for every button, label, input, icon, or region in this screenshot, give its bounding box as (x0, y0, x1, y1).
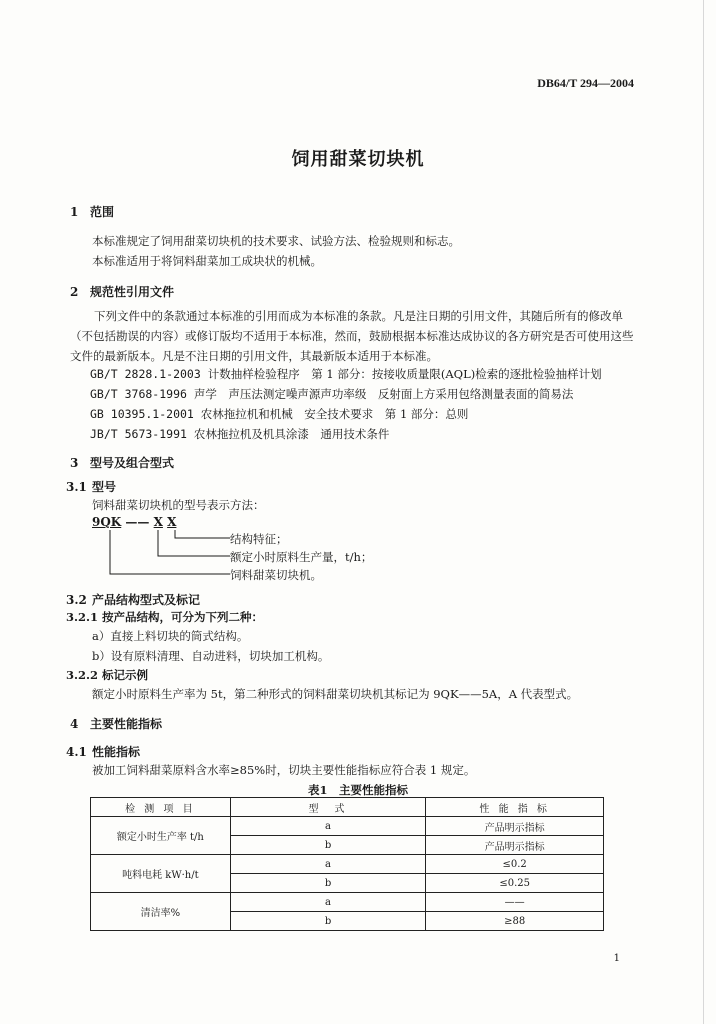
table-row (91, 893, 604, 912)
table-row (91, 855, 604, 874)
section-1-heading: 1 范围 (70, 205, 115, 219)
table-value-cell: ≥88 (426, 912, 604, 931)
section-2-heading: 2 规范性引用文件 (70, 285, 175, 299)
table-type-cell: b (230, 836, 426, 855)
table-type-cell: b (230, 912, 426, 931)
reference-item: JB/T 5673-1991 农林拖拉机及机具涂漆 通用技术条件 (90, 427, 390, 441)
model-note-structure: 结构特征； (230, 532, 288, 546)
reference-item: GB/T 3768-1996 声学 声压法测定噪声源声功率级 反射面上方采用包络测量表面的简易法 (90, 387, 574, 401)
page-number: 1 (613, 953, 620, 964)
model-note-machine: 饲料甜菜切块机。 (230, 568, 322, 582)
reference-item: GB/T 2828.1-2003 计数抽样检验程序 第 1 部分：按接收质量限(AQL)检索的逐批检验抽样计划 (90, 367, 602, 381)
table-value-cell: ≤0.25 (426, 874, 604, 893)
section-3-1-heading: 3.1 型号 (66, 480, 117, 494)
table-item-cell: 额定小时生产率 t/h (91, 817, 231, 855)
reference-item: GB 10395.1-2001 农林拖拉机和机械 安全技术要求 第 1 部分：总则 (90, 407, 469, 421)
section-1-para-2: 本标准适用于将饲料甜菜加工成块状的机械。 (92, 254, 322, 268)
table-value-cell: 产品明示指标 (426, 817, 604, 836)
section-3-2-1-item-b: b）设有原料清理、自动进料，切块加工机构。 (92, 649, 330, 663)
table-item-cell: 吨料电耗 kW·h/t (91, 855, 231, 893)
table-type-cell: a (230, 817, 426, 836)
section-3-1-intro: 饲料甜菜切块机的型号表示方法： (92, 498, 265, 512)
section-1-para-1: 本标准规定了饲用甜菜切块机的技术要求、试验方法、检验规则和标志。 (92, 234, 460, 248)
section-3-2-heading: 3.2 产品结构型式及标记 (66, 593, 201, 607)
section-3-2-1-heading: 3.2.1 按产品结构，可分为下列二种： (66, 610, 264, 624)
table-value-cell: —— (426, 893, 604, 912)
section-4-heading: 4 主要性能指标 (70, 717, 163, 731)
table-row (91, 817, 604, 836)
table-value-cell: ≤0.2 (426, 855, 604, 874)
table-header-row (91, 798, 604, 817)
model-note-capacity: 额定小时原料生产量，t/h； (230, 550, 373, 564)
section-3-heading: 3 型号及组合型式 (70, 456, 175, 470)
section-3-2-2-text: 额定小时原料生产率为 5t，第二种形式的饲料甜菜切块机其标记为 9QK——5A，A 代表型式。 (92, 687, 579, 701)
table-type-cell: a (230, 855, 426, 874)
model-bracket-lines (100, 528, 240, 588)
table-header-cell: 性 能 指 标 (426, 798, 604, 817)
table-value-cell: 产品明示指标 (426, 836, 604, 855)
standard-number: DB64/T 294—2004 (537, 76, 634, 90)
table-header-cell: 检 测 项 目 (91, 798, 231, 817)
section-2-para: 下列文件中的条款通过本标准的引用而成为本标准的条款。凡是注日期的引用文件，其随后所有的修改单（不包括勘误的内容）或修订版均不适用于本标准，然而，鼓励根据本标准达成协议的各方研究是否可使用这些文件的最新版本。凡是不注日期的引用文件，其最新版本适用于本标准。 (70, 309, 634, 363)
section-4-1-heading: 4.1 性能指标 (66, 745, 141, 759)
section-3-2-1-item-a: a）直接上料切块的筒式结构。 (92, 629, 249, 643)
model-designation: 9QK —— X X (92, 515, 177, 529)
section-4-1-text: 被加工饲料甜菜原料含水率≥85%时，切块主要性能指标应符合表 1 规定。 (92, 763, 476, 777)
table-type-cell: b (230, 874, 426, 893)
table-header-cell: 型 式 (230, 798, 426, 817)
section-3-2-2-heading: 3.2.2 标记示例 (66, 668, 149, 682)
performance-table (90, 797, 604, 931)
table-caption: 表1 主要性能指标 (307, 783, 408, 797)
table-type-cell: a (230, 893, 426, 912)
page-title: 饲用甜菜切块机 (291, 149, 425, 170)
table-item-cell: 清洁率% (91, 893, 231, 931)
